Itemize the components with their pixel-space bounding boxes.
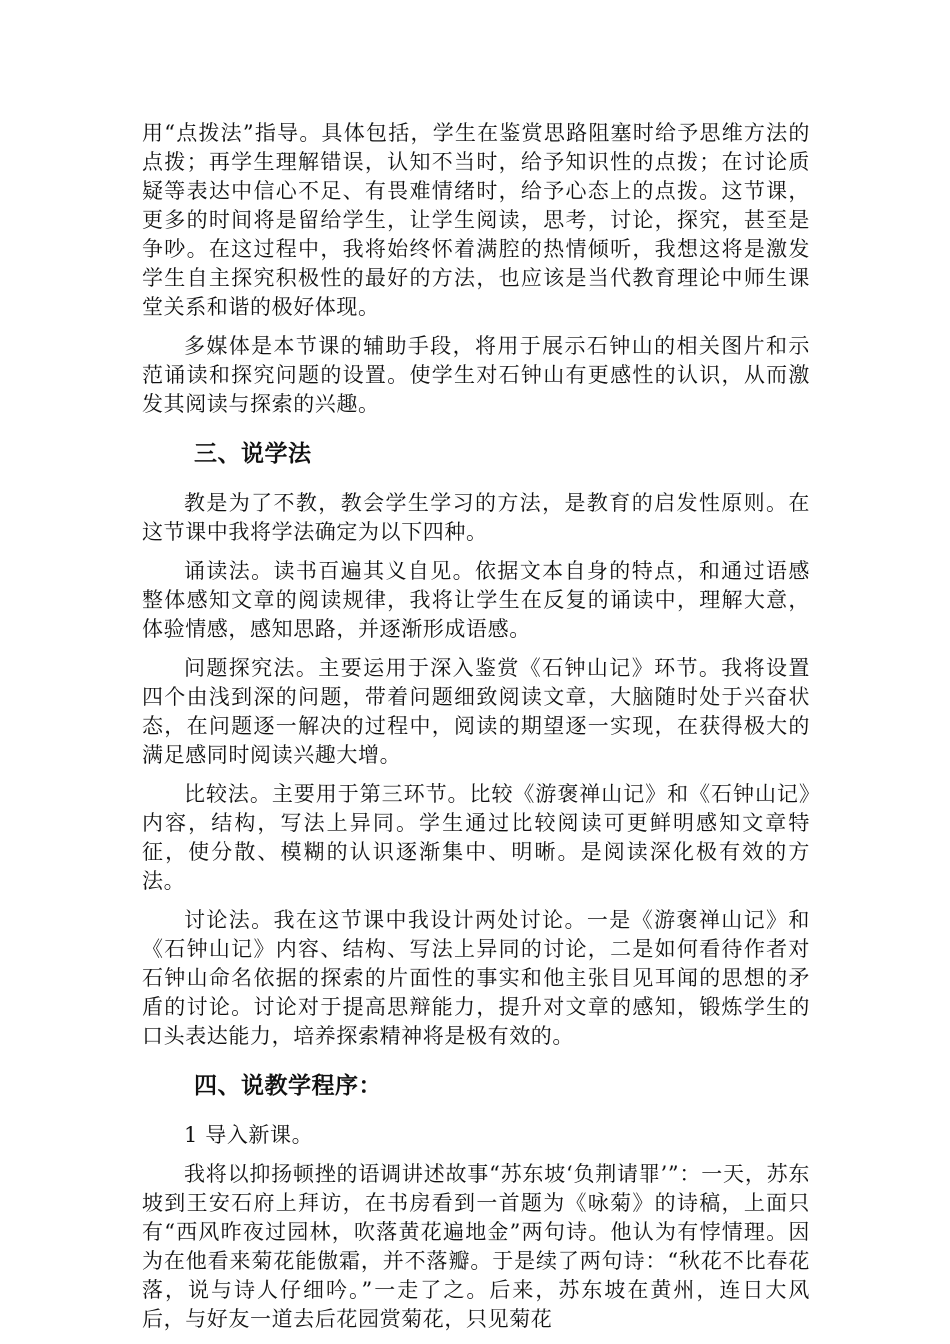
- section-heading-teaching-procedure: 四、说教学程序：: [194, 1073, 382, 1099]
- document-body: [142, 119, 810, 1344]
- paragraph-guidance-method: 用“点拨法”指导。具体包括，学生在鉴赏思路阻塞时给予思维方法的点拨；再学生理解错误，认知不当时，给予知识性的点拨；在讨论质疑等表达中信心不足、有畏难情绪时，给予心态上的点拨。这节课，更多的时间将是留给学生，让学生阅读，思考，讨论，探究，甚至是争吵。在这过程中，我将始终怀着满腔的热情倾听，我想这将是激发学生自主探究积极性的最好的方法，也应该是当代教育理论中师生课堂关系和谐的极好体现。: [142, 121, 810, 319]
- paragraph-comparison-method: 比较法。主要用于第三环节。比较《游褒禅山记》和《石钟山记》内容，结构，写法上异同。学生通过比较阅读可更鲜明感知文章特征，使分散、模糊的认识逐渐集中、明晰。是阅读深化极有效的方法。: [142, 782, 810, 893]
- paragraph-discussion-method: 讨论法。我在这节课中我设计两处讨论。一是《游褒禅山记》和《石钟山记》内容、结构、写法上异同的讨论，二是如何看待作者对石钟山命名依据的探索的片面性的事实和他主张目见耳闻的思想的矛盾的讨论。讨论对于提高思辩能力，提升对文章的感知，锻炼学生的口头表达能力，培养探索精神将是极有效的。: [142, 908, 810, 1048]
- paragraph-inquiry-method: 问题探究法。主要运用于深入鉴赏《石钟山记》环节。我将设置四个由浅到深的问题，带着问题细致阅读文章，大脑随时处于兴奋状态，在问题逐一解决的过程中，阅读的期望逐一实现，在获得极大的满足感同时阅读兴趣大增。: [142, 656, 810, 767]
- paragraph-multimedia: 多媒体是本节课的辅助手段，将用于展示石钟山的相关图片和示范诵读和探究问题的设置。使学生对石钟山有更感性的认识，从而激发其阅读与探索的兴趣。: [142, 334, 810, 416]
- paragraph-introduction-step: 1 导入新课。: [184, 1123, 314, 1147]
- paragraph-learning-methods-intro: 教是为了不教，教会学生学习的方法，是教育的启发性原则。在这节课中我将学法确定为以下四种。: [142, 491, 810, 544]
- section-heading-learning-methods: 三、说学法: [194, 441, 312, 467]
- paragraph-recitation-method: 诵读法。读书百遍其义自见。依据文本自身的特点，和通过语感整体感知文章的阅读规律，我将让学生在反复的诵读中，理解大意，体验情感，感知思路，并逐渐形成语感。: [142, 559, 810, 641]
- paragraph-story: 我将以抑扬顿挫的语调讲述故事“苏东坡‘负荆请罪’”：一天，苏东坡到王安石府上拜访，在书房看到一首题为《咏菊》的诗稿，上面只有“西风昨夜过园林，吹落黄花遍地金”两句诗。他认为有悖情理。因为在他看来菊花能傲霜，并不落瓣。于是续了两句诗：“秋花不比春花落，说与诗人仔细吟。”一走了之。后来，苏东坡在黄州，连日大风后，与好友一道去后花园赏菊花，只见菊花: [142, 1162, 810, 1331]
